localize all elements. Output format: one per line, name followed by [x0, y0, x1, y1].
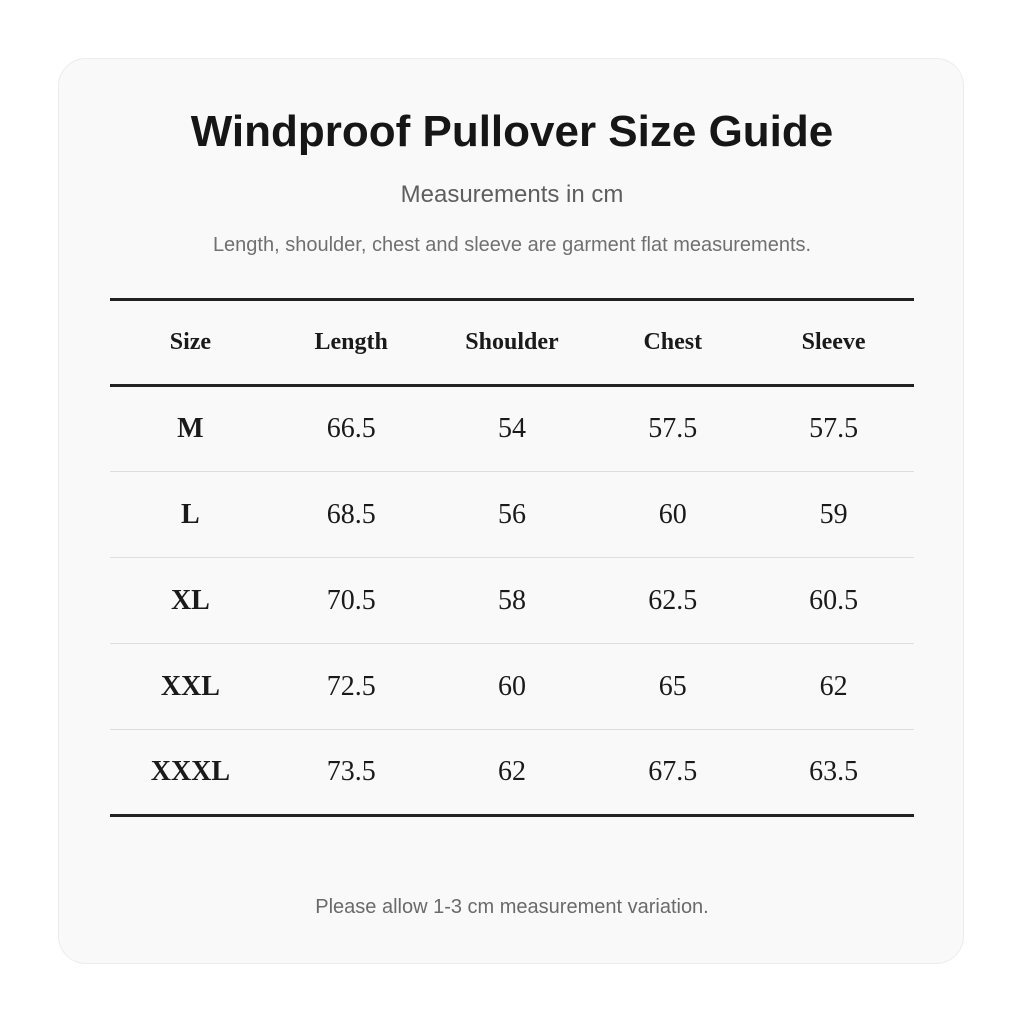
- size-cell: XXXL: [110, 730, 271, 816]
- sleeve-cell: 57.5: [753, 386, 914, 472]
- column-header-size: Size: [110, 300, 271, 386]
- units-subtitle: Measurements in cm: [400, 181, 624, 208]
- size-table: [110, 298, 914, 817]
- size-cell: XL: [110, 558, 271, 644]
- length-cell: 70.5: [271, 558, 432, 644]
- chest-cell: 65: [592, 644, 753, 730]
- length-cell: 73.5: [271, 730, 432, 816]
- shoulder-cell: 60: [432, 644, 593, 730]
- table-row: [110, 558, 914, 644]
- size-cell: XXL: [110, 644, 271, 730]
- length-cell: 66.5: [271, 386, 432, 472]
- shoulder-cell: 54: [432, 386, 593, 472]
- size-cell: L: [110, 472, 271, 558]
- column-header-shoulder: Shoulder: [432, 300, 593, 386]
- sleeve-cell: 62: [753, 644, 914, 730]
- column-header-chest: Chest: [592, 300, 753, 386]
- shoulder-cell: 62: [432, 730, 593, 816]
- size-table-container: [110, 298, 914, 817]
- table-row: [110, 472, 914, 558]
- shoulder-cell: 56: [432, 472, 593, 558]
- chest-cell: 62.5: [592, 558, 753, 644]
- shoulder-cell: 58: [432, 558, 593, 644]
- table-row: [110, 730, 914, 816]
- table-header-row: [110, 300, 914, 386]
- column-header-length: Length: [271, 300, 432, 386]
- sleeve-cell: 63.5: [753, 730, 914, 816]
- length-cell: 68.5: [271, 472, 432, 558]
- size-cell: M: [110, 386, 271, 472]
- length-cell: 72.5: [271, 644, 432, 730]
- chest-cell: 60: [592, 472, 753, 558]
- table-row: [110, 386, 914, 472]
- page-title: Windproof Pullover Size Guide: [190, 107, 834, 156]
- chest-cell: 57.5: [592, 386, 753, 472]
- chest-cell: 67.5: [592, 730, 753, 816]
- sleeve-cell: 59: [753, 472, 914, 558]
- sleeve-cell: 60.5: [753, 558, 914, 644]
- table-row: [110, 644, 914, 730]
- variation-disclaimer: Please allow 1-3 cm measurement variation.: [315, 896, 709, 918]
- measurement-note: Length, shoulder, chest and sleeve are garment flat measurements.: [212, 234, 812, 256]
- column-header-sleeve: Sleeve: [753, 300, 914, 386]
